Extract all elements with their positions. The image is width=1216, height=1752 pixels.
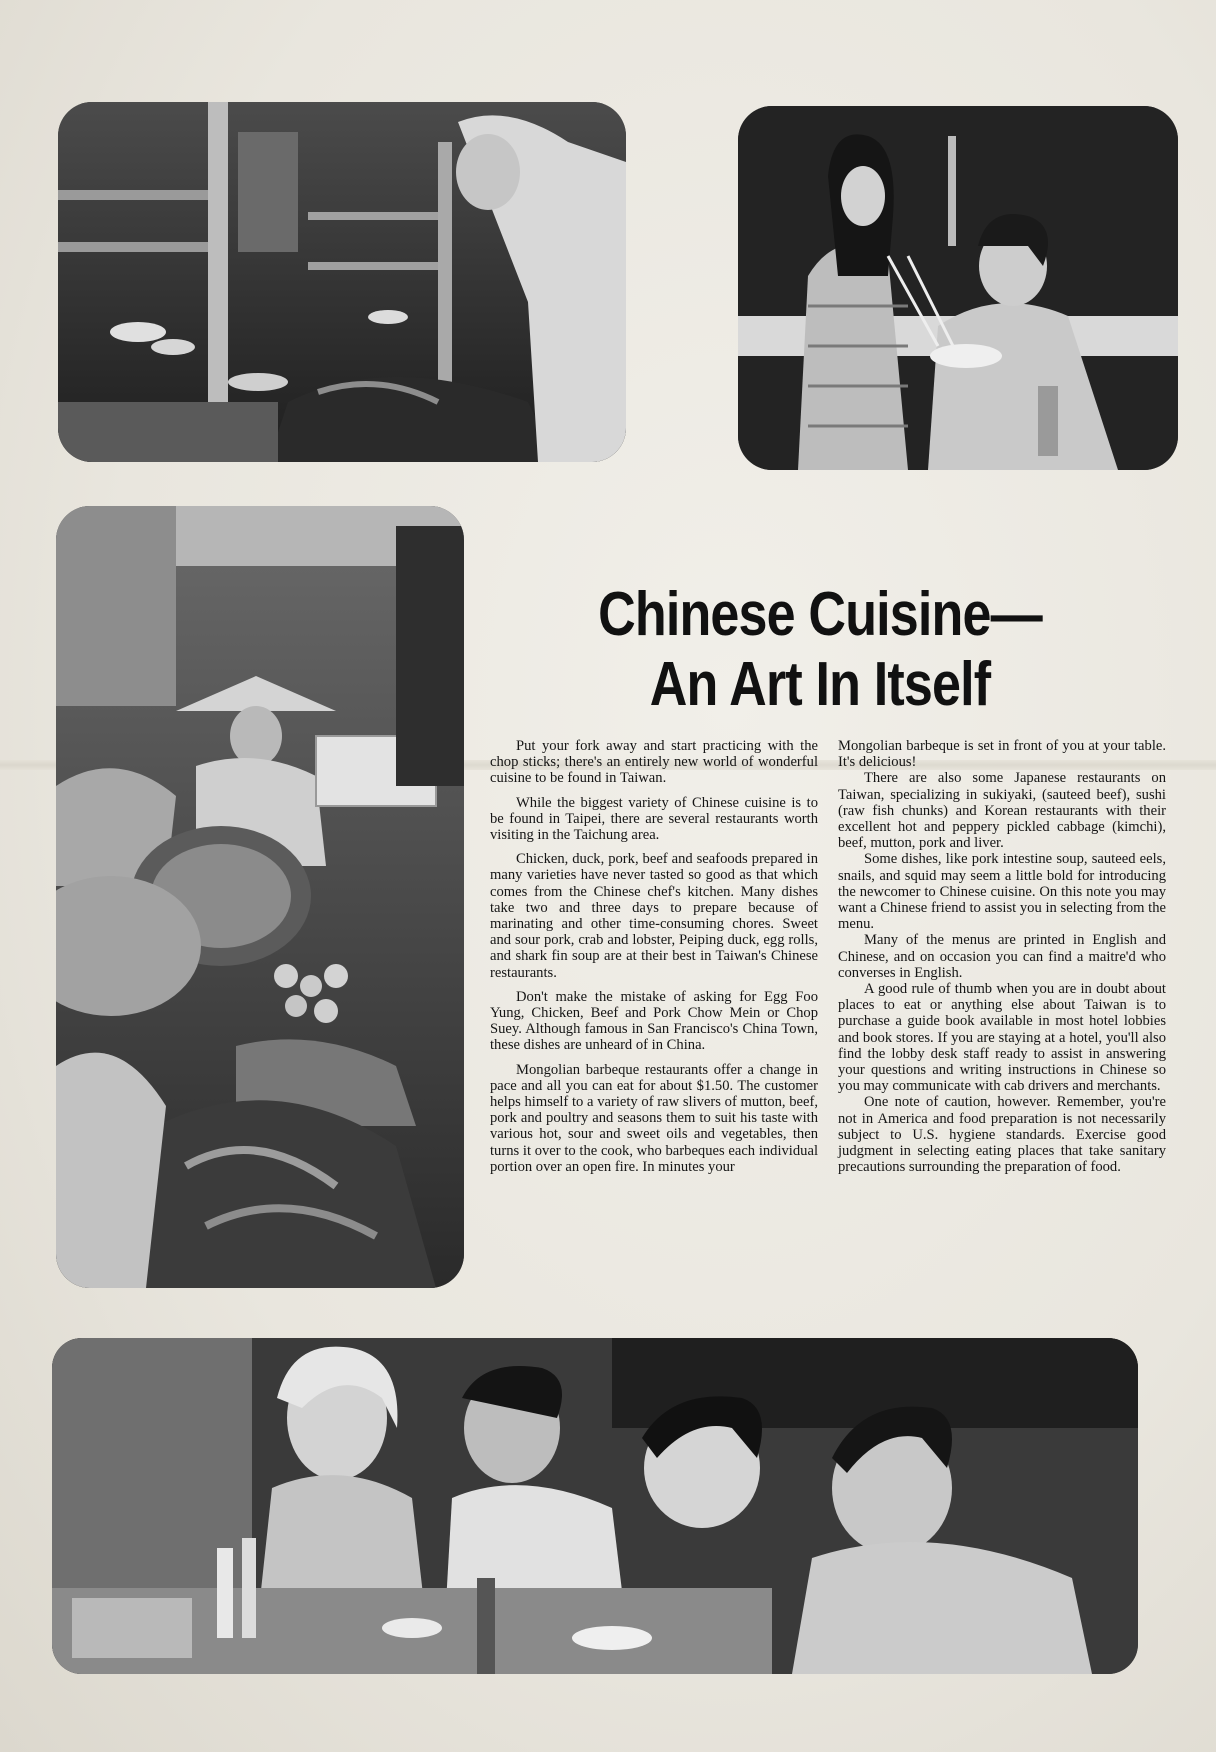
photo-group-dining — [52, 1338, 1138, 1674]
paragraph: Some dishes, like pork intestine soup, sauteed eels, snails, and squid may seem a little bold for introducing the newcomer to Chinese cuisine. On this note you may want a Chinese friend to assist you in selecting from the menu. — [838, 851, 1166, 933]
headline-line-1: Chinese Cuisine— — [598, 580, 1042, 649]
photo-food-stall — [58, 102, 626, 462]
article-column-1 — [490, 738, 818, 1183]
paragraph: One note of caution, however. Remember, you're not in America and food preparation is not necessarily subject to U.S. hygiene standards. Exercise good judgment in selecting eating places that take sanitary precautions surrounding the preparation of food. — [838, 1094, 1166, 1176]
article-column-2 — [838, 738, 1166, 1175]
paragraph: Put your fork away and start practicing with the chop sticks; there's an entirely new world of wonderful cuisine to be found in Taiwan. — [490, 738, 818, 787]
paragraph: Mongolian barbeque is set in front of you at your table. It's delicious! — [838, 738, 1166, 771]
paragraph: Chicken, duck, pork, beef and seafoods prepared in many varieties have never tasted so good as that which comes from the Chinese chef's kitchen. Many dishes take two and three days to prepare because of marinating and other time-consuming chores. Sweet and sour pork, crab and lobster, Peiping duck, egg rolls, and shark fin soup are at their best in Taiwan's Chinese restaurants. — [490, 851, 818, 981]
paragraph: While the biggest variety of Chinese cuisine is to be found in Taipei, there are several restaurants worth visiting in the Taichung area. — [490, 794, 818, 844]
paragraph: A good rule of thumb when you are in doubt about places to eat or anything else about Taiwan is to purchase a guide book available in most hotel lobbies and book stores. If you are staying at a hotel, you'll also find the lobby desk staff ready to assist in answering your questions and writing instructions in Chinese so you may communicate with cab drivers and merchants. — [838, 981, 1166, 1095]
paragraph: Mongolian barbeque restaurants offer a change in pace and all you can eat for about $1.50. The customer helps himself to a variety of raw slivers of mutton, beef, pork and poultry and seasons them to suit his taste with various hot, sour and sweet oils and vegetables, then turns it over to the cook, who barbeques each individual portion over an open fire. In minutes your — [490, 1061, 818, 1175]
paragraph: Don't make the mistake of asking for Egg Foo Yung, Chicken, Beef and Pork Chow Mein or Chop Suey. Although famous in San Francisco's China Town, these dishes are unheard of in China. — [490, 988, 818, 1054]
headline-line-2: An Art In Itself — [649, 650, 991, 719]
article-headline — [551, 580, 1089, 720]
photo-vegetable-market — [56, 506, 464, 1288]
paragraph: There are also some Japanese restaurants on Taiwan, specializing in sukiyaki, (sauteed beef), sushi (raw fish chunks) and Korean restaurants with their excellent hot and peppery pickled cabbage (kimchi), beef, mutton, pork and liver. — [838, 770, 1166, 852]
photo-couple-chopsticks — [738, 106, 1178, 470]
paragraph: Many of the menus are printed in English and Chinese, and on occasion you can find a maitre'd who converses in English. — [838, 932, 1166, 981]
